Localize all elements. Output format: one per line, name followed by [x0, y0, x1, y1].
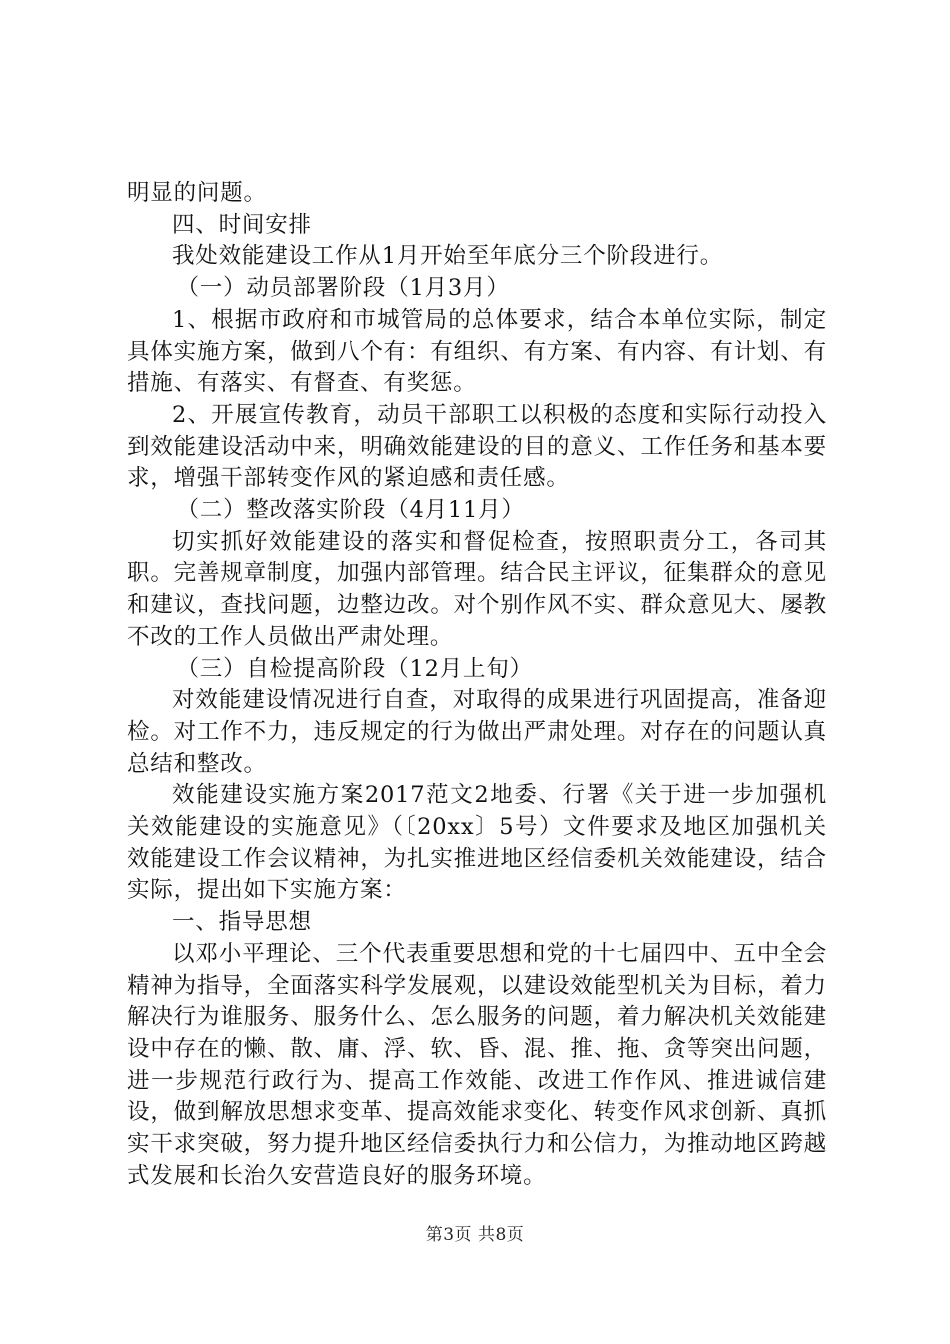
section-heading-guiding-ideology: 一、指导思想 [172, 909, 312, 936]
paragraph-phase-1-item-2: 2、开展宣传教育，动员干部职工以积极的态度和实际行动投入到效能建设活动中来，明确效能建设的目的意义、工作任务和基本要求，增强干部转变作风的紧迫感和责任感。 [127, 401, 827, 492]
paragraph-phase-3: 对效能建设情况进行自查，对取得的成果进行巩固提高，准备迎检。对工作不力，违反规定的行为做出严肃处理。对存在的问题认真总结和整改。 [127, 687, 827, 777]
paragraph-phase-1-item-1: 1、根据市政府和市城管局的总体要求，结合本单位实际，制定具体实施方案，做到八个有：有组织、有方案、有内容、有计划、有措施、有落实、有督查、有奖惩。 [127, 306, 827, 397]
paragraph-guiding-ideology: 以邓小平理论、三个代表重要思想和党的十七届四中、五中全会精神为指导，全面落实科学发展观，以建设效能型机关为目标，着力解决行为谁服务、服务什么、怎么服务的问题，着力解决机关效能建设中存在的懒、散、庸、浮、软、昏、混、推、拖、贪等突出问题，进一步规范行政行为、提高工作效能、改进工作作风、推进诚信建设，做到解放思想求变革、提高效能求变化、转变作风求创新、真抓实干求突破，努力提升地区经信委执行力和公信力，为推动地区跨越式发展和长治久安营造良好的服务环境。 [127, 940, 827, 1189]
subheading-phase-1: （一）动员部署阶段（1月3月） [176, 275, 510, 302]
subheading-phase-3: （三）自检提高阶段（12月上旬） [176, 655, 533, 682]
paragraph-schedule-intro: 我处效能建设工作从1月开始至年底分三个阶段进行。 [172, 243, 724, 270]
section-heading-schedule: 四、时间安排 [172, 211, 312, 238]
page-number-footer: 第3页 共8页 [425, 1225, 525, 1245]
paragraph-plan-2-intro: 效能建设实施方案2017范文2地委、行署《关于进一步加强机关效能建设的实施意见》（〔20xx〕5号）文件要求及地区加强机关效能建设工作会议精神，为扎实推进地区经信委机关效能建设，结合实际，提出如下实施方案： [127, 782, 827, 904]
paragraph-phase-2: 切实抓好效能建设的落实和督促检查，按照职责分工，各司其职。完善规章制度，加强内部管理。结合民主评议，征集群众的意见和建议，查找问题，边整边改。对个别作风不实、群众意见大、屡教不改的工作人员做出严肃处理。 [127, 528, 827, 650]
paragraph-continuation: 明显的问题。 [127, 180, 267, 206]
document-body [127, 178, 827, 1193]
subheading-phase-2: （二）整改落实阶段（4月11月） [176, 497, 525, 524]
